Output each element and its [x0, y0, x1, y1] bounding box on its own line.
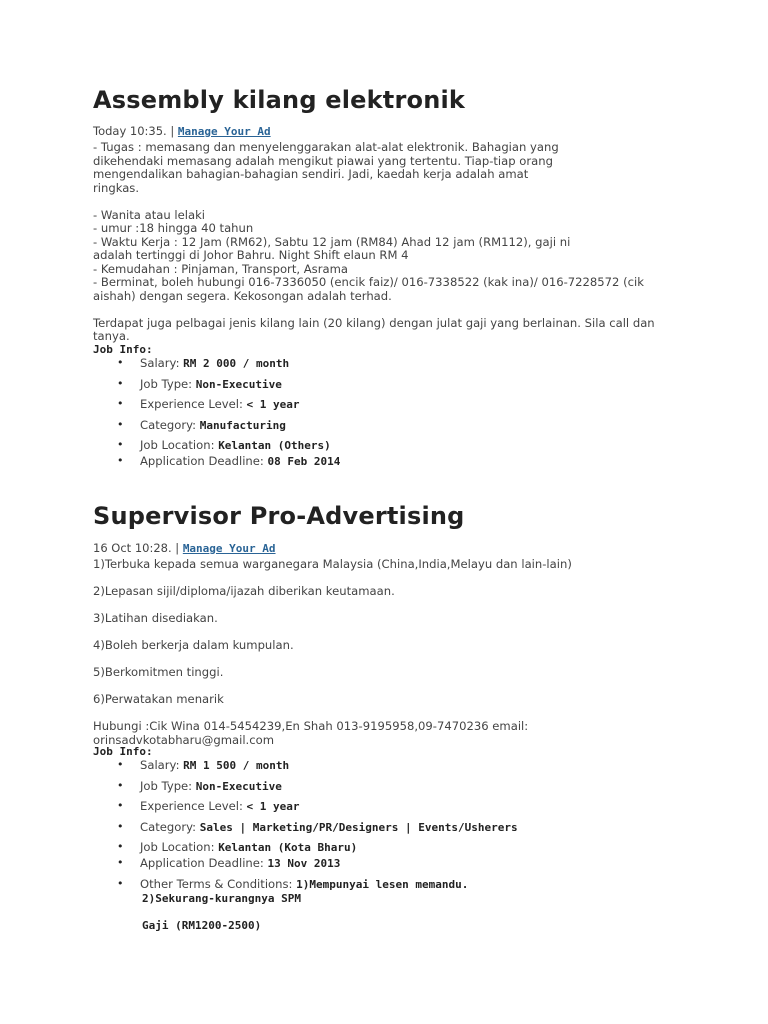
info-job-type: • Job Type: Non-Executive [93, 377, 340, 397]
info-job-type: • Job Type: Non-Executive [93, 779, 518, 799]
description-line [93, 572, 572, 586]
description-line: 2)Lepasan sijil/diploma/ijazah diberikan keutamaan. [93, 584, 395, 598]
description-line: 1)Terbuka kepada semua warganegara Malaysia (China,India,Melayu dan lain-lain) [93, 557, 572, 571]
description-line [93, 303, 655, 317]
description-line: ringkas. [93, 180, 140, 195]
info-deadline: • Application Deadline: 13 Nov 2013 [93, 856, 518, 877]
manage-ad-link[interactable]: Manage Your Ad [182, 542, 276, 555]
description-line: tanya. [93, 329, 130, 343]
post-time: Today 10:35. | [93, 124, 175, 138]
job-title: Assembly kilang elektronik [93, 86, 466, 114]
info-salary: • Salary: RM 1 500 / month [93, 758, 518, 779]
job-info-list [93, 356, 340, 470]
post-meta [93, 541, 276, 556]
info-experience: • Experience Level: < 1 year [93, 397, 340, 418]
manage-ad-link[interactable]: Manage Your Ad [177, 125, 271, 138]
description-line: mengendalikan bahagian-bahagian sendiri. Jadi, kaedah kerja adalah amat [93, 167, 529, 181]
info-category: • Category: Sales | Marketing/PR/Designers | Events/Usherers [93, 820, 518, 840]
job-info-label: Job Info: [93, 745, 153, 758]
description-line: - Waktu Kerja : 12 Jam (RM62), Sabtu 12 jam (RM84) Ahad 12 jam (RM112), gaji ni [93, 234, 571, 249]
job-description [93, 141, 655, 344]
description-line: - Kemudahan : Pinjaman, Transport, Asrama [93, 261, 348, 276]
description-line: orinsadvkotabharu@gmail.com [93, 732, 275, 747]
description-line: 3)Latihan disediakan. [93, 611, 218, 625]
post-meta [93, 124, 271, 139]
job-title: Supervisor Pro-Advertising [93, 502, 465, 530]
description-line: 6)Perwatakan menarik [93, 692, 224, 706]
description-line: 4)Boleh berkerja dalam kumpulan. [93, 638, 294, 652]
description-line [93, 626, 572, 640]
description-line: - Berminat, boleh hubungi 016-7336050 (encik faiz)/ 016-7338522 (kak ina)/ 016-7228572 (cik [93, 275, 644, 289]
job-info-label: Job Info: [93, 343, 153, 356]
job-description [93, 558, 572, 747]
info-experience: • Experience Level: < 1 year [93, 799, 518, 820]
description-line [93, 680, 572, 694]
info-location: • Job Location: Kelantan (Kota Bharu) [93, 840, 518, 856]
description-line: aishah) dengan segera. Kekosongan adalah terhad. [93, 288, 392, 303]
info-other-terms: • Other Terms & Conditions: 1)Mempunyai lesen memandu. [93, 877, 518, 891]
post-time: 16 Oct 10:28. | [93, 541, 180, 555]
extra-line: Gaji (RM1200-2500) [142, 919, 262, 932]
job-info-list [93, 758, 518, 891]
description-line: adalah tertinggi di Johor Bahru. Night Shift elaun RM 4 [93, 248, 409, 262]
description-line: dikehendaki memasang adalah mengikut piawai yang tertentu. Tiap-tiap orang [93, 153, 553, 168]
extra-line: 2)Sekurang-kurangnya SPM [142, 892, 301, 905]
description-line: Hubungi :Cik Wina 014-5454239,En Shah 013-9195958,09-7470236 email: [93, 719, 529, 733]
description-line [93, 653, 572, 667]
info-deadline: • Application Deadline: 08 Feb 2014 [93, 454, 340, 470]
description-line [93, 599, 572, 613]
description-line [93, 195, 655, 209]
info-location: • Job Location: Kelantan (Others) [93, 438, 340, 454]
other-terms-extra [93, 892, 301, 933]
description-line [93, 707, 572, 721]
description-line: - Wanita atau lelaki [93, 207, 206, 222]
info-salary: • Salary: RM 2 000 / month [93, 356, 340, 377]
info-category: • Category: Manufacturing [93, 418, 340, 438]
description-line: - umur :18 hingga 40 tahun [93, 221, 254, 235]
description-line: 5)Berkomitmen tinggi. [93, 665, 224, 679]
extra-line [142, 906, 301, 920]
description-line: Terdapat juga pelbagai jenis kilang lain (20 kilang) dengan julat gaji yang berlainan. Sila call dan [93, 315, 655, 330]
description-line: - Tugas : memasang dan menyelenggarakan alat-alat elektronik. Bahagian yang [93, 140, 559, 154]
